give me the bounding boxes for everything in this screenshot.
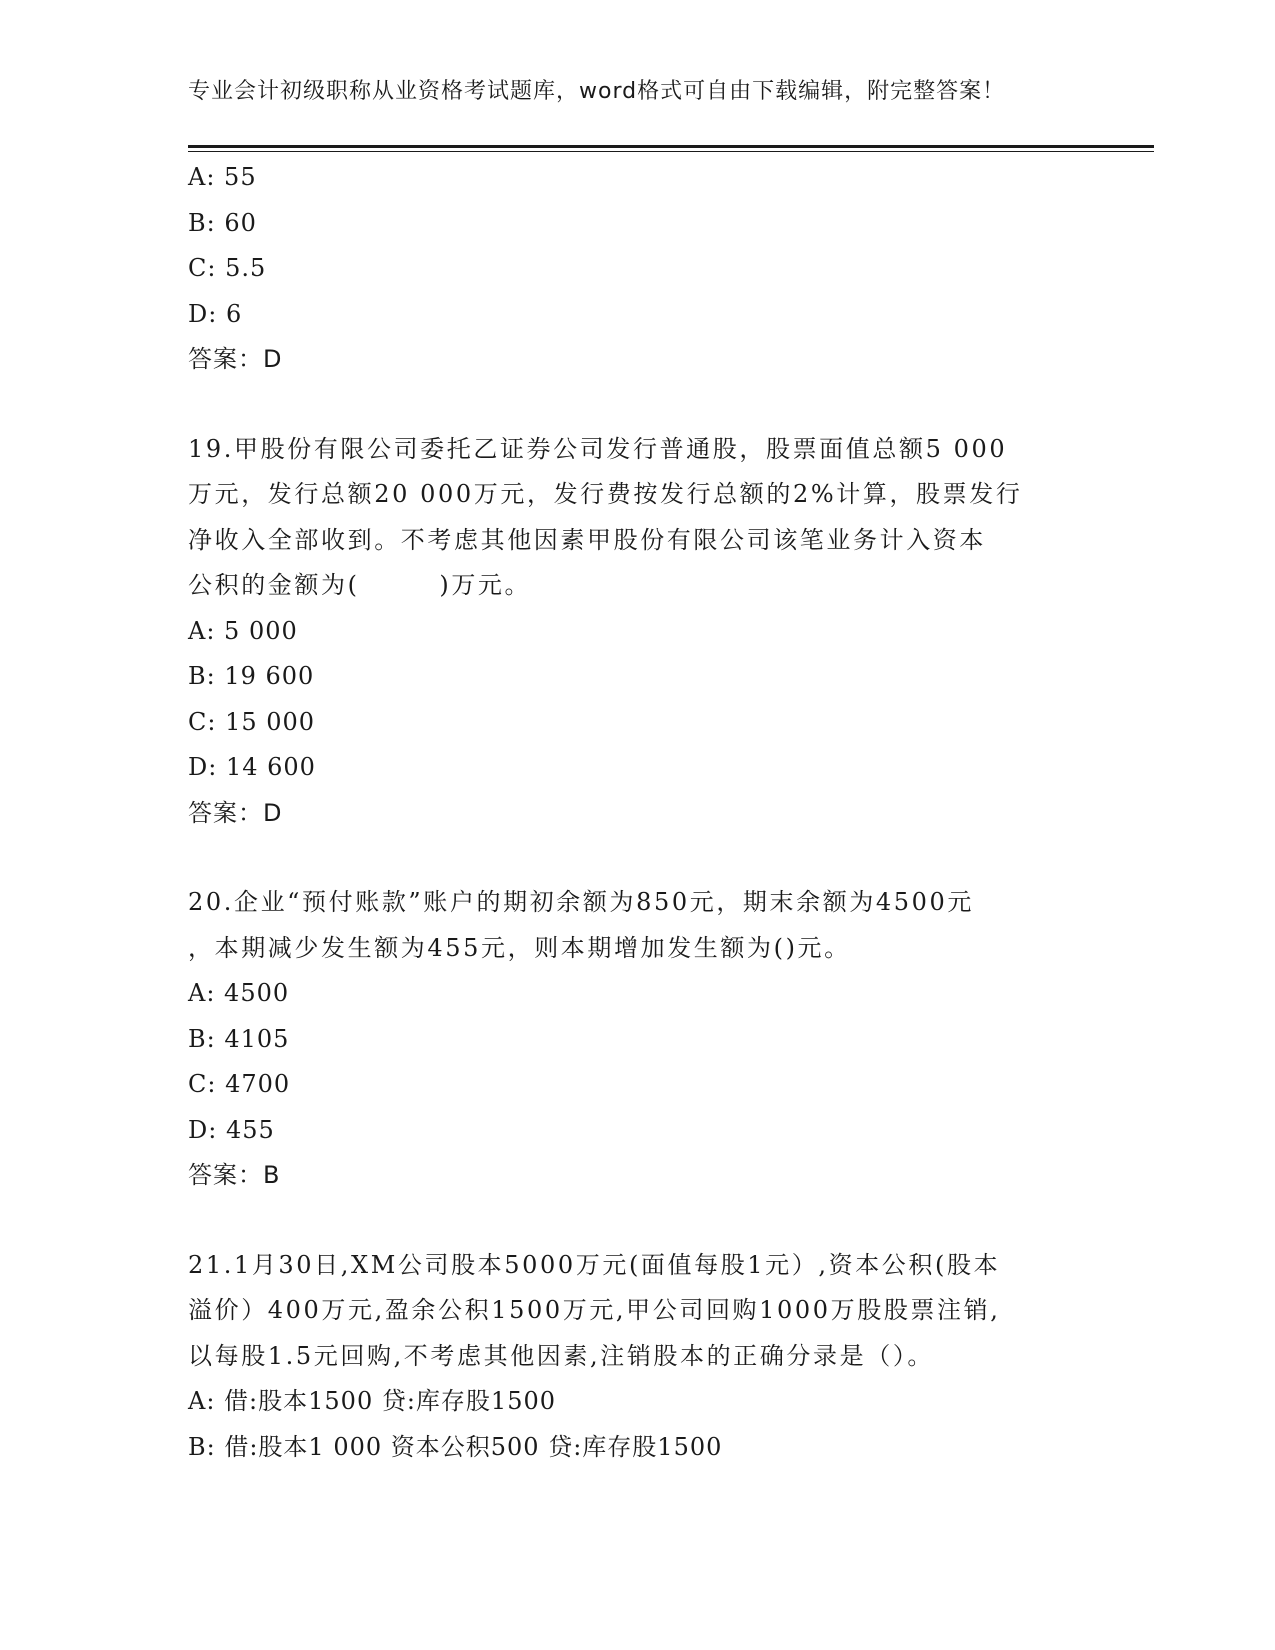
option-c: C: 5.5 (188, 254, 267, 282)
document-body (188, 155, 1088, 1470)
page-header-title: 专业会计初级职称从业资格考试题库，word格式可自由下载编辑，附完整答案！ (188, 79, 1006, 104)
spacer (188, 383, 1088, 427)
option-a: A: 5 000 (188, 616, 298, 645)
option-a: A: 4500 (188, 979, 290, 1007)
option-d: D: 6 (188, 299, 243, 328)
question-text-line: 21.1月30日,XM公司股本5000万元(面值每股1元）,资本公积(股本 (188, 1250, 1001, 1279)
question-text-line: 20.企业“预付账款”账户的期初余额为850元，期末余额为4500元 (188, 888, 974, 916)
option-b: B: 4105 (188, 1024, 290, 1053)
spacer (188, 1199, 1088, 1243)
answer: 答案：B (188, 1161, 281, 1189)
option-b: B: 19 600 (188, 662, 315, 690)
option-d: D: 14 600 (188, 753, 316, 781)
question-21 (188, 1243, 1088, 1471)
question-20 (188, 880, 1088, 1199)
spacer (188, 836, 1088, 880)
answer: 答案：D (188, 798, 283, 827)
option-c: C: 4700 (188, 1070, 291, 1098)
option-c: C: 15 000 (188, 707, 316, 736)
question-text-line: 溢价）400万元,盈余公积1500万元,甲公司回购1000万股股票注销, (188, 1296, 1001, 1324)
question-text-line: ，本期减少发生额为455元，则本期增加发生额为()元。 (188, 933, 851, 962)
option-d: D: 455 (188, 1115, 275, 1144)
option-a: A: 55 (188, 163, 257, 191)
question-18-options (188, 155, 1088, 383)
question-19 (188, 427, 1088, 837)
question-text-line: 万元，发行总额20 000万元，发行费按发行总额的2%计算，股票发行 (188, 480, 1023, 508)
question-text-line: 净收入全部收到。不考虑其他因素甲股份有限公司该笔业务计入资本 (188, 525, 986, 554)
question-text-line: 19.甲股份有限公司委托乙证券公司发行普通股，股票面值总额5 000 (188, 434, 1008, 463)
option-b: B: 60 (188, 208, 257, 237)
answer: 答案：D (188, 345, 283, 373)
question-text-line: 公积的金额为( )万元。 (188, 571, 532, 599)
option-a: A: 借:股本1500 贷:库存股1500 (188, 1387, 557, 1415)
header-divider-thin (188, 151, 1154, 152)
header-divider-thick (188, 145, 1154, 148)
option-b: B: 借:股本1 000 资本公积500 贷:库存股1500 (188, 1432, 723, 1461)
question-text-line: 以每股1.5元回购,不考虑其他因素,注销股本的正确分录是（）。 (188, 1341, 935, 1370)
